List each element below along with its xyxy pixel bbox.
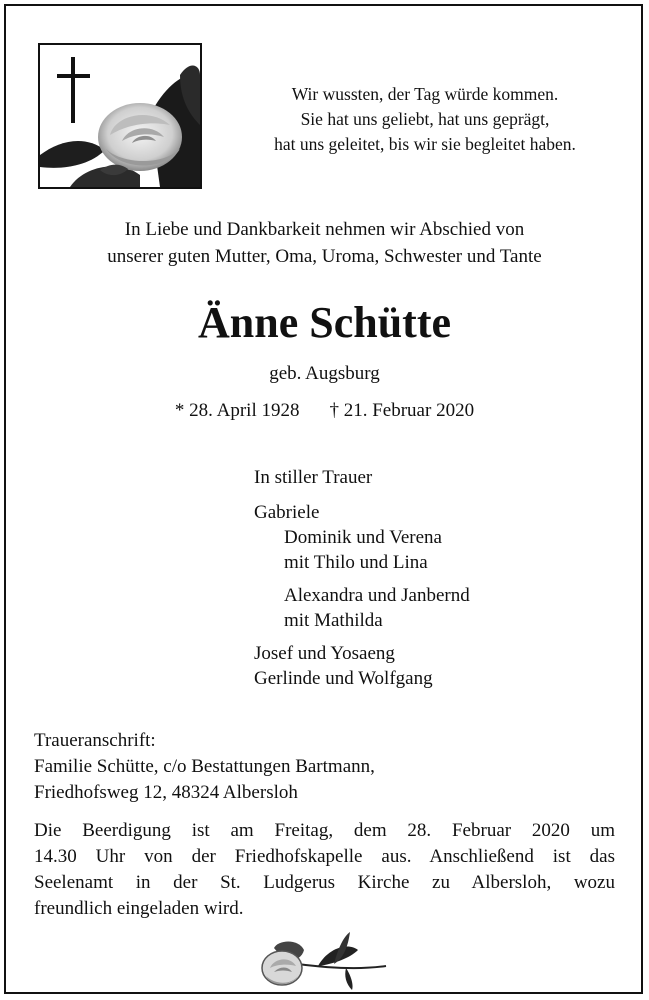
quote-line: hat uns geleitet, bis wir sie begleitet haben.	[274, 134, 576, 154]
mourner-name: Josef und Yosaeng	[254, 643, 395, 664]
mourners-list	[254, 465, 470, 691]
quote-line: Sie hat uns geliebt, hat uns geprägt,	[300, 109, 550, 129]
address-line: Friedhofsweg 12, 48324 Albersloh	[34, 782, 298, 803]
address-line: Familie Schütte, c/o Bestattungen Bartmann,	[34, 756, 375, 777]
intro-line: In Liebe und Dankbarkeit nehmen wir Abschied von	[124, 219, 525, 240]
mourners-heading: In stiller Trauer	[254, 467, 373, 488]
birth-date: * 28. April 1928	[174, 400, 300, 421]
quote-block	[220, 82, 630, 157]
mourning-address	[34, 728, 375, 806]
life-dates	[0, 398, 649, 424]
death-date: † 21. Februar 2020	[329, 400, 475, 421]
funeral-line: 14.30 Uhr von der Friedhofskapelle aus. Anschließend ist das	[34, 846, 615, 867]
mourner-name: mit Thilo und Lina	[284, 552, 428, 573]
funeral-line: Die Beerdigung ist am Freitag, dem 28. Februar 2020 um	[34, 820, 615, 841]
mourner-name: Gabriele	[254, 502, 320, 523]
mourner-name: mit Mathilda	[284, 610, 383, 631]
maiden-name: geb. Augsburg	[269, 363, 380, 384]
deceased-name: Änne Schütte	[197, 298, 452, 347]
funeral-line: freundlich eingeladen wird.	[34, 898, 244, 919]
quote-line: Wir wussten, der Tag würde kommen.	[291, 84, 559, 104]
mourner-name: Alexandra und Janbernd	[284, 585, 470, 606]
footer-rose-icon	[258, 928, 388, 995]
intro-line: unserer guten Mutter, Oma, Uroma, Schwester und Tante	[107, 246, 542, 267]
intro-text	[0, 216, 649, 270]
mourner-name: Gerlinde und Wolfgang	[254, 668, 433, 689]
cross-icon	[57, 57, 90, 123]
funeral-line: Seelenamt in der St. Ludgerus Kirche zu Albersloh, wozu	[34, 872, 615, 893]
cross-rose-photo	[38, 43, 202, 189]
address-label: Traueranschrift:	[34, 730, 156, 751]
rose-icon	[40, 66, 200, 187]
funeral-info	[34, 818, 615, 922]
mourner-name: Dominik und Verena	[284, 527, 442, 548]
